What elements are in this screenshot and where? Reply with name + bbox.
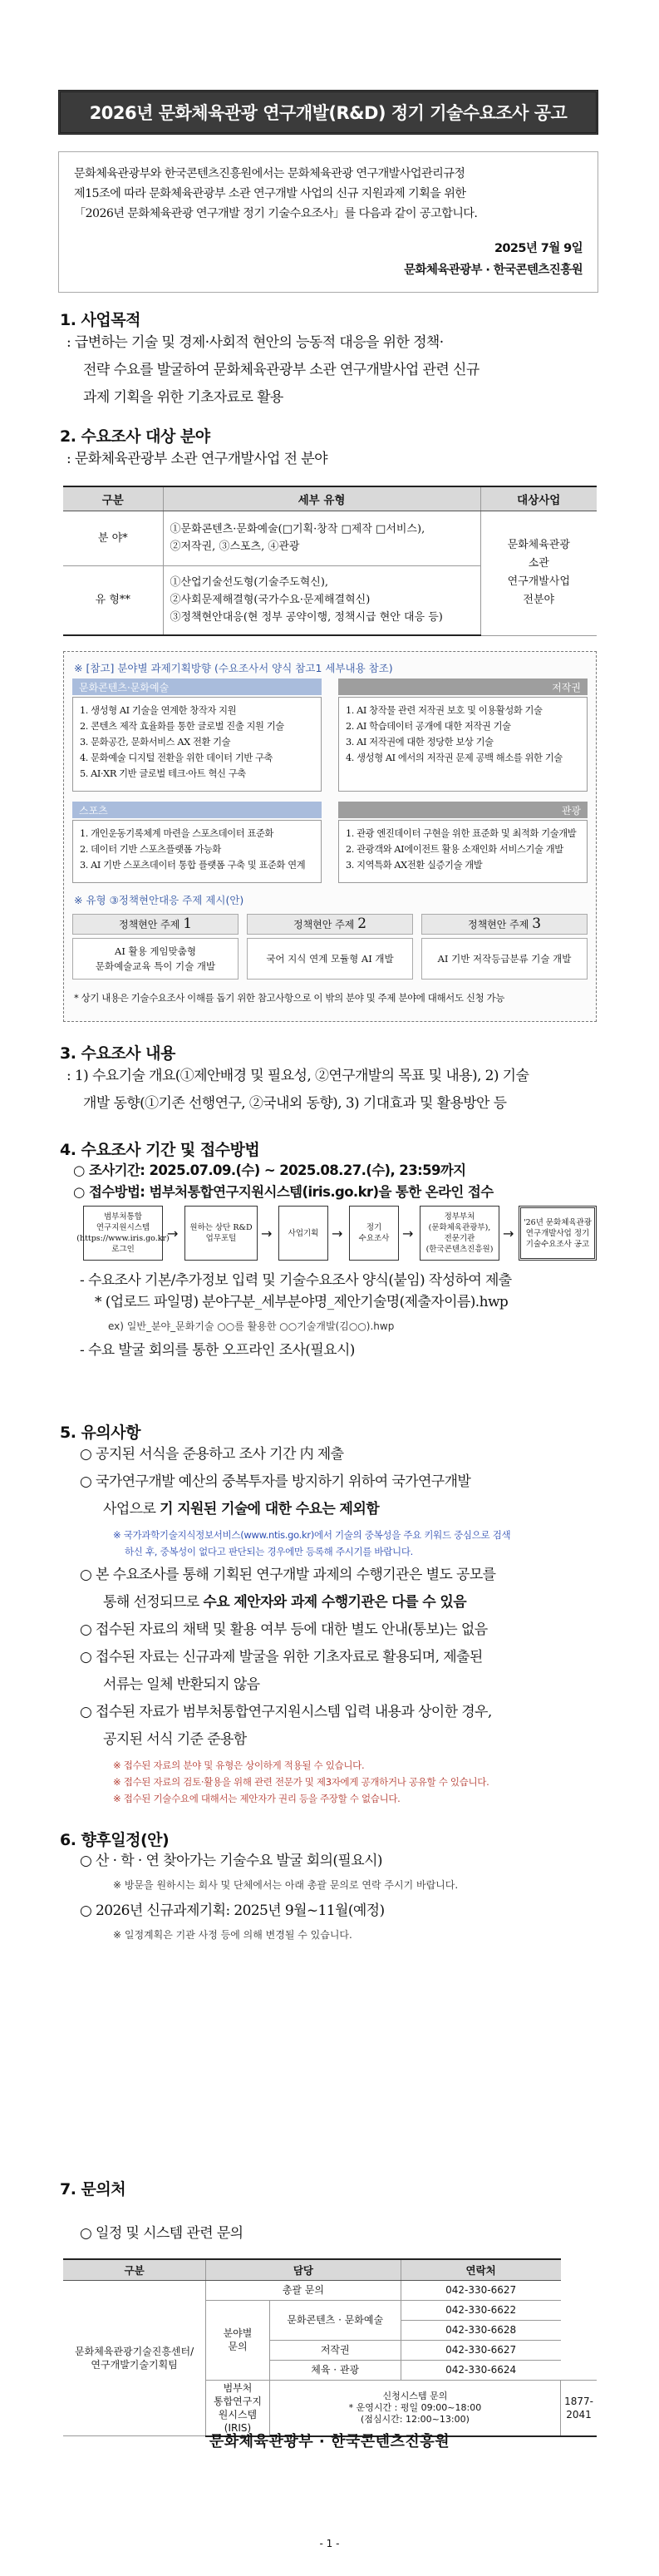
theme-num: 1 bbox=[183, 915, 193, 932]
flow-text: 업무포털 bbox=[205, 1234, 237, 1243]
category-item: 1. AI 창작물 관련 저작권 보호 및 이용활성화 기술 bbox=[346, 705, 543, 716]
intro-line: 문화체육관광부와 한국콘텐츠진흥원에서는 문화체육관광 연구개발사업관리규정 bbox=[74, 167, 465, 180]
section-7-heading: 7. 문의처 bbox=[60, 2180, 126, 2198]
contact-intro: ○ 일정 및 시스템 관련 문의 bbox=[80, 2225, 243, 2242]
sub-label-line: 문의 bbox=[228, 2341, 248, 2352]
theme-num: 2 bbox=[357, 915, 367, 932]
category-bar: 문화콘텐츠·문화예술 bbox=[72, 679, 322, 695]
intro-line: 제15조에 따라 문화체육관광부 소관 연구개발 사업의 신규 지원과제 기획을 위한 bbox=[74, 187, 466, 200]
section-2-line: : 문화체육관광부 소관 연구개발사업 전 분야 bbox=[66, 451, 327, 467]
section-1-line: 전략 수요를 발굴하여 문화체육관광부 소관 연구개발사업 관련 신규 bbox=[83, 362, 479, 378]
caution-item: ○ 국가연구개발 예산의 중복투자를 방지하기 위하여 국가연구개발 bbox=[80, 1473, 471, 1490]
target-line: 문화체육관광 bbox=[507, 539, 570, 551]
flow-text: '26년 문화체육관광 bbox=[524, 1217, 592, 1227]
flow-text: 로그인 bbox=[111, 1245, 135, 1254]
theme-body bbox=[421, 938, 588, 980]
flow-text: 정부부처 bbox=[444, 1212, 475, 1221]
category-bar: 스포츠 bbox=[72, 802, 322, 818]
category-box bbox=[72, 697, 322, 792]
section-1-body bbox=[66, 329, 479, 412]
type-item: ③정책현안대응(현 정부 공약이행, 정책시급 현안 대응 등) bbox=[170, 611, 443, 624]
contact-role: 총괄 문의 bbox=[206, 2280, 401, 2300]
announcement-orgs: 문화체육관광부 · 한국콘텐츠진흥원 bbox=[404, 264, 583, 277]
caution-item: ○ 접수된 자료가 범부처통합연구지원시스템 입력 내용과 상이한 경우, bbox=[80, 1704, 492, 1720]
submission-method: ○ 접수방법: 범부처통합연구지원시스템(iris.go.kr)을 통한 온라인 접수 bbox=[73, 1184, 494, 1200]
type-item: ②사회문제해결형(국가수요·문제해결혁신) bbox=[170, 594, 371, 607]
flow-text: 기술수요조사 공고 bbox=[525, 1239, 590, 1249]
schedule-item: ○ 2026년 신규과제기획: 2025년 9월~11월(예정) bbox=[80, 1902, 385, 1919]
flow-step bbox=[420, 1206, 499, 1261]
intro-line: 「2026년 문화체육관광 연구개발 정기 기술수요조사」를 다음과 같이 공고합니다. bbox=[74, 207, 478, 220]
arrow-right-icon: → bbox=[332, 1226, 343, 1241]
flow-text: (문화체육관광부), bbox=[428, 1223, 491, 1232]
schedule-note: ※ 방문을 원하시는 회사 및 단체에서는 아래 총괄 문의로 연락 주시기 바랍니다. bbox=[113, 1879, 459, 1891]
note-line: ※ 접수된 자료의 분야 및 유형은 상이하게 적용될 수 있습니다. bbox=[113, 1759, 365, 1771]
dept-line: 연구개발기술기획팀 bbox=[91, 2358, 178, 2371]
flow-text: 정기 bbox=[366, 1223, 382, 1232]
flow-text: 사업기획 bbox=[288, 1228, 319, 1238]
caution-emphasis: 기 지원된 기술에 대한 수요는 제외함 bbox=[160, 1501, 380, 1517]
section-5-heading: 5. 유의사항 bbox=[60, 1424, 140, 1442]
flow-step bbox=[349, 1206, 399, 1261]
category-item: 2. 콘텐츠 제작 효율화를 통한 글로벌 진출 지원 기술 bbox=[80, 721, 284, 732]
iris-line: 통합연구지원시스템(IRIS) bbox=[213, 2395, 262, 2434]
iris-line: 신청시스템 문의 bbox=[382, 2390, 448, 2401]
flow-text: 수요조사 bbox=[358, 1234, 390, 1243]
caution-item bbox=[103, 1589, 466, 1616]
category-item: 1. 관광 엔진데이터 구현을 위한 표준화 및 최적화 기술개발 bbox=[346, 828, 577, 839]
flow-text: 전문기관 bbox=[444, 1234, 475, 1243]
theme-header bbox=[247, 914, 413, 935]
ntis-note bbox=[113, 1527, 510, 1560]
dept-cell bbox=[63, 2280, 206, 2436]
contact-role: 체육 · 관광 bbox=[269, 2360, 401, 2380]
caution-item: 서류는 일체 반환되지 않음 bbox=[103, 1676, 260, 1693]
iris-line: 범부처 bbox=[223, 2381, 253, 2394]
caution-item: ○ 접수된 자료는 신규과제 발굴을 위한 기초자료로 활용되며, 제출된 bbox=[80, 1649, 483, 1666]
contact-tel: 042-330-6622 bbox=[401, 2300, 560, 2320]
intro-box bbox=[58, 151, 598, 293]
iris-line: * 운영시간 : 평일 09:00~18:00 bbox=[348, 2401, 482, 2413]
note-line: 하신 후, 중복성이 없다고 판단되는 경우에만 등록해 주시기를 바랍니다. bbox=[125, 1546, 414, 1557]
page-number: - 1 - bbox=[319, 2538, 340, 2549]
note-line: ※ 접수된 기술수요에 대해서는 제안자가 권리 등을 주장할 수 없습니다. bbox=[113, 1793, 401, 1804]
contact-tel: 1877-2041 bbox=[561, 2380, 597, 2436]
table-header: 연락처 bbox=[401, 2259, 560, 2280]
table-header: 구분 bbox=[63, 2259, 206, 2280]
offline-survey: - 수요 발굴 회의를 통한 오프라인 조사(필요시) bbox=[80, 1342, 355, 1359]
flow-step bbox=[76, 1206, 170, 1261]
contact-table bbox=[63, 2258, 597, 2437]
theme-line: AI 활용 게임맞춤형 bbox=[115, 945, 196, 957]
section-6-heading: 6. 향후일정(안) bbox=[60, 1831, 170, 1849]
section-3-line: 개발 동향(①기존 선행연구, ②국내외 동향), 3) 기대효과 및 활용방안 등 bbox=[83, 1095, 507, 1112]
caution-item: ○ 공지된 서식을 준용하고 조사 기간 内 제출 bbox=[80, 1446, 344, 1463]
caution-item bbox=[103, 1496, 379, 1523]
caution-item: ○ 접수된 자료의 채택 및 활용 여부 등에 대한 별도 안내(통보)는 없음 bbox=[80, 1621, 488, 1638]
arrow-right-icon: → bbox=[261, 1226, 273, 1241]
type-item: ①산업기술선도형(기술주도혁신), bbox=[170, 576, 329, 590]
caution-item: 공지된 서식 기준 준용함 bbox=[103, 1731, 247, 1748]
section-1-heading: 1. 사업목적 bbox=[60, 311, 140, 329]
category-item: 4. 문화예술 디지털 전환을 위한 데이터 기반 구축 bbox=[80, 753, 273, 763]
contact-tel: 042-330-6628 bbox=[401, 2320, 560, 2340]
note-line: ※ 국가과학기술지식정보서비스(www.ntis.go.kr)에서 기술의 중복성을 주요 키워드 중심으로 검색 bbox=[113, 1529, 511, 1541]
category-item: 5. AI·XR 기반 글로벌 테크·아트 혁신 구축 bbox=[80, 768, 246, 779]
table-row-label: 분 야* bbox=[63, 511, 163, 565]
theme-line: 국어 지식 연계 모듈형 AI 개발 bbox=[266, 953, 394, 965]
iris-desc bbox=[269, 2380, 560, 2436]
flow-text: 연구지원시스템 bbox=[96, 1223, 150, 1232]
flow-text: 원하는 상단 R&D bbox=[189, 1223, 253, 1232]
section-3-heading: 3. 수요조사 내용 bbox=[60, 1044, 175, 1063]
reference-box bbox=[63, 651, 597, 1022]
announcement-date: 2025년 7월 9일 bbox=[494, 242, 583, 255]
category-item: 2. AI 학습데이터 공개에 대한 저작권 기술 bbox=[346, 721, 511, 732]
arrow-right-icon: → bbox=[503, 1226, 514, 1241]
category-item: 2. 데이터 기반 스포츠플랫폼 가능화 bbox=[80, 844, 221, 855]
flow-text: 범부처통합 bbox=[104, 1212, 142, 1221]
section-1-line: : 급변하는 기술 및 경제·사회적 현안의 능동적 대응을 위한 정책· bbox=[66, 334, 444, 351]
table-cell bbox=[163, 511, 480, 565]
flow-step bbox=[278, 1206, 328, 1261]
caution-notes bbox=[113, 1757, 489, 1807]
field-item: ①문화콘텐츠·문화예술(□기획·창작 □제작 □서비스), bbox=[170, 523, 425, 535]
section-4-heading: 4. 수요조사 기간 및 접수방법 bbox=[60, 1141, 260, 1159]
table-header: 담당 bbox=[206, 2259, 401, 2280]
sub-label bbox=[206, 2300, 270, 2380]
iris-dept bbox=[206, 2380, 270, 2436]
target-line: 전분야 bbox=[523, 594, 555, 606]
flow-text: (한국콘텐츠진흥원) bbox=[425, 1245, 494, 1254]
theme-body bbox=[72, 938, 239, 980]
category-bar: 관광 bbox=[338, 802, 588, 818]
flow-step bbox=[519, 1206, 597, 1261]
flow-text: 연구개발사업 정기 bbox=[525, 1228, 590, 1238]
reference-footnote: * 상기 내용은 기술수요조사 이해를 돕기 위한 참고사항으로 이 밖의 분야 및 주제 분야에 대해서도 신청 가능 bbox=[74, 992, 504, 1004]
submission-instruction: - 수요조사 기본/추가정보 입력 및 기술수요조사 양식(붙임) 작성하여 제출 bbox=[80, 1272, 512, 1289]
dept-line: 문화체육관광기술진흥센터/ bbox=[75, 2345, 194, 2357]
arrow-right-icon: → bbox=[402, 1226, 414, 1241]
schedule-note: ※ 일정계획은 기관 사정 등에 의해 변경될 수 있습니다. bbox=[113, 1929, 352, 1941]
flow-step bbox=[184, 1206, 258, 1261]
theme-body bbox=[247, 938, 413, 980]
flow-text: (https://www.iris.go.kr) bbox=[76, 1234, 170, 1243]
theme-label: 정책현안 주제 bbox=[293, 919, 355, 930]
category-item: 3. AI 기반 스포츠데이터 통합 플랫폼 구축 및 표준화 연계 bbox=[80, 860, 306, 871]
theme-line: 문화예술교육 특이 기술 개발 bbox=[95, 960, 216, 972]
section-3-line: : 1) 수요기술 개요(①제안배경 및 필요성, ②연구개발의 목표 및 내용), 2) 기술 bbox=[66, 1068, 529, 1084]
contact-tel: 042-330-6627 bbox=[401, 2340, 560, 2360]
target-field-table bbox=[63, 486, 597, 636]
caution-item: ○ 본 수요조사를 통해 기획된 연구개발 과제의 수행기관은 별도 공모를 bbox=[80, 1567, 496, 1583]
target-line: 연구개발사업 bbox=[507, 575, 570, 588]
category-item: 4. 생성형 AI 에서의 저작권 문제 공백 해소를 위한 기술 bbox=[346, 753, 563, 763]
page-title: 2026년 문화체육관광 연구개발(R&D) 정기 기술수요조사 공고 bbox=[58, 90, 598, 135]
table-header: 대상사업 bbox=[480, 486, 597, 511]
reference-header: ※ [참고] 분야별 과제기획방향 (수요조사서 양식 참고1 세부내용 참조) bbox=[74, 662, 393, 674]
upload-filename: * (업로드 파일명) 분야구분_세부분야명_제안기술명(제출자이름).hwp bbox=[95, 1294, 509, 1310]
theme-header bbox=[72, 914, 239, 935]
caution-emphasis: 수요 제안자와 과제 수행기관은 다를 수 있음 bbox=[203, 1594, 467, 1611]
category-box bbox=[72, 820, 322, 883]
category-item: 2. 관광객와 AI에이전트 활용 소재인화 서비스기술 개발 bbox=[346, 844, 563, 855]
category-item: 3. 문화공간, 문화서비스 AX 전환 기술 bbox=[80, 737, 231, 748]
table-header: 세부 유형 bbox=[163, 486, 480, 511]
category-item: 1. 생성형 AI 기술을 연계한 창작자 지원 bbox=[80, 705, 237, 716]
contact-role: 저작권 bbox=[269, 2340, 401, 2360]
table-header: 구분 bbox=[63, 486, 163, 511]
example-heading: ※ 유형 ③정책현안대응 주제 제시(안) bbox=[74, 894, 244, 906]
category-item: 3. 지역특화 AX전환 실증기술 개발 bbox=[346, 860, 483, 871]
table-cell bbox=[163, 565, 480, 635]
theme-num: 3 bbox=[532, 915, 542, 932]
table-row-label: 유 형** bbox=[63, 565, 163, 635]
category-box bbox=[338, 820, 588, 883]
contact-tel: 042-330-6624 bbox=[401, 2360, 560, 2380]
target-cell bbox=[480, 511, 597, 635]
section-2-heading: 2. 수요조사 대상 분야 bbox=[60, 427, 210, 446]
caution-text: 사업으로 bbox=[103, 1501, 160, 1517]
footer-orgs: 문화체육관광부 · 한국콘텐츠진흥원 bbox=[209, 2433, 450, 2450]
category-bar: 저작권 bbox=[338, 679, 588, 695]
filename-example: ex) 일반_분야_문화기술 ○○를 활용한 ○○기술개발(김○○).hwp bbox=[108, 1320, 395, 1332]
note-line: ※ 접수된 자료의 검토·활용을 위해 관련 전문가 및 제3자에게 공개하거나 공유할 수 있습니다. bbox=[113, 1776, 489, 1788]
section-1-line: 과제 기획을 위한 기초자료로 활용 bbox=[83, 389, 283, 406]
target-line: 소관 bbox=[528, 557, 549, 570]
contact-tel: 042-330-6627 bbox=[401, 2280, 560, 2300]
field-item: ②저작권, ③스포츠, ④관광 bbox=[170, 540, 300, 553]
category-item: 3. AI 저작권에 대한 정당한 보상 기술 bbox=[346, 737, 494, 748]
category-item: 1. 개인운동기록체계 마련을 스포츠데이터 표준화 bbox=[80, 828, 274, 839]
section-3-body bbox=[66, 1063, 529, 1118]
theme-line: AI 기반 저작등급분류 기술 개발 bbox=[437, 953, 572, 965]
schedule-item: ○ 산 · 학 · 연 찾아가는 기술수요 발굴 회의(필요시) bbox=[80, 1853, 382, 1869]
theme-label: 정책현안 주제 bbox=[467, 919, 529, 930]
arrow-right-icon: → bbox=[167, 1226, 179, 1241]
contact-role: 문화콘텐츠 · 문화예술 bbox=[269, 2300, 401, 2340]
sub-label-line: 분야별 bbox=[223, 2327, 253, 2339]
category-box bbox=[338, 697, 588, 792]
caution-text: 통해 선정되므로 bbox=[103, 1594, 204, 1611]
iris-line: (점심시간: 12:00~13:00) bbox=[360, 2413, 470, 2425]
theme-label: 정책현안 주제 bbox=[118, 919, 180, 930]
survey-period: ○ 조사기간: 2025.07.09.(수) ~ 2025.08.27.(수), 23:59까지 bbox=[73, 1162, 466, 1178]
theme-header bbox=[421, 914, 588, 935]
